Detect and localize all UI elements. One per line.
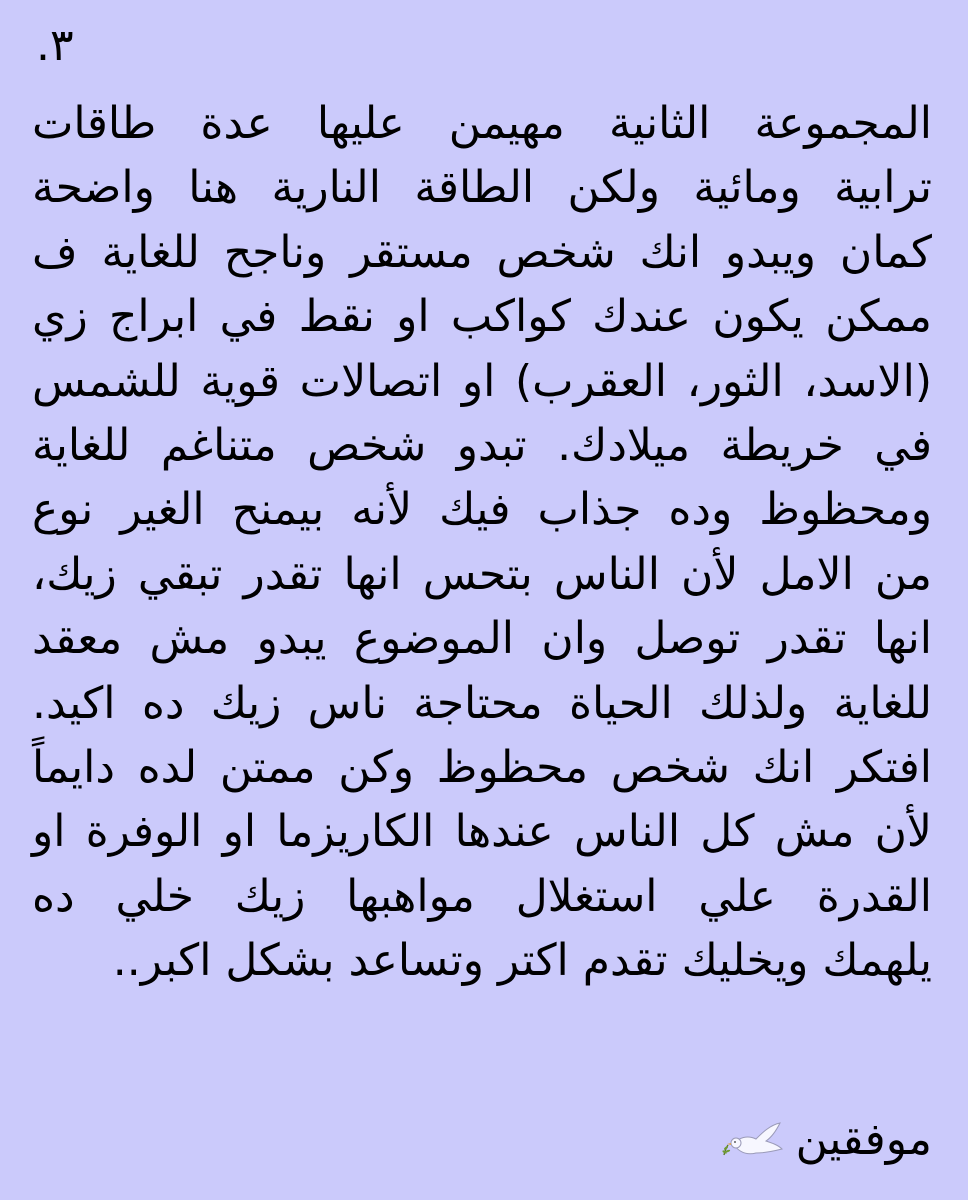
dove-with-olive-branch-icon [722, 1115, 786, 1165]
text-line: (الاسد، الثور، العقرب) او اتصالات قوية للشمس [32, 355, 932, 407]
text-line: افتكر انك شخص محظوظ وكن ممتن لده دايماً [32, 742, 932, 794]
text-line: ممكن يكون عندك كواكب او نقط في ابراج زي [32, 291, 932, 343]
text-line: للغاية ولذلك الحياة محتاجة ناس زيك ده اكيد. [32, 677, 932, 729]
signoff [722, 1108, 932, 1172]
text-line: في خريطة ميلادك. تبدو شخص متناغم للغاية [32, 420, 932, 472]
text-line: المجموعة الثانية مهيمن عليها عدة طاقات [32, 98, 932, 149]
text-line: ترابية ومائية ولكن الطاقة النارية هنا واضحة [32, 162, 932, 214]
text-line: القدرة علي استغلال مواهبها زيك خلي ده [32, 870, 932, 922]
text-line: لأن مش كل الناس عندها الكاريزما او الوفرة او [32, 806, 932, 858]
text-line: يلهمك ويخليك تقدم اكتر وتساعد بشكل اكبر.. [112, 935, 932, 987]
text-line: كمان ويبدو انك شخص مستقر وناجح للغاية ف [32, 226, 932, 278]
text-line: من الامل لأن الناس بتحس انها تقدر تبقي زيك، [32, 548, 932, 600]
text-line: انها تقدر توصل وان الموضوع يبدو مش معقد [32, 613, 932, 665]
body-text [32, 92, 932, 994]
signoff-text: موفقين [795, 1114, 932, 1165]
page-number: ٣. [36, 20, 74, 71]
text-line: ومحظوظ وده جذاب فيك لأنه بيمنح الغير نوع [32, 484, 932, 536]
